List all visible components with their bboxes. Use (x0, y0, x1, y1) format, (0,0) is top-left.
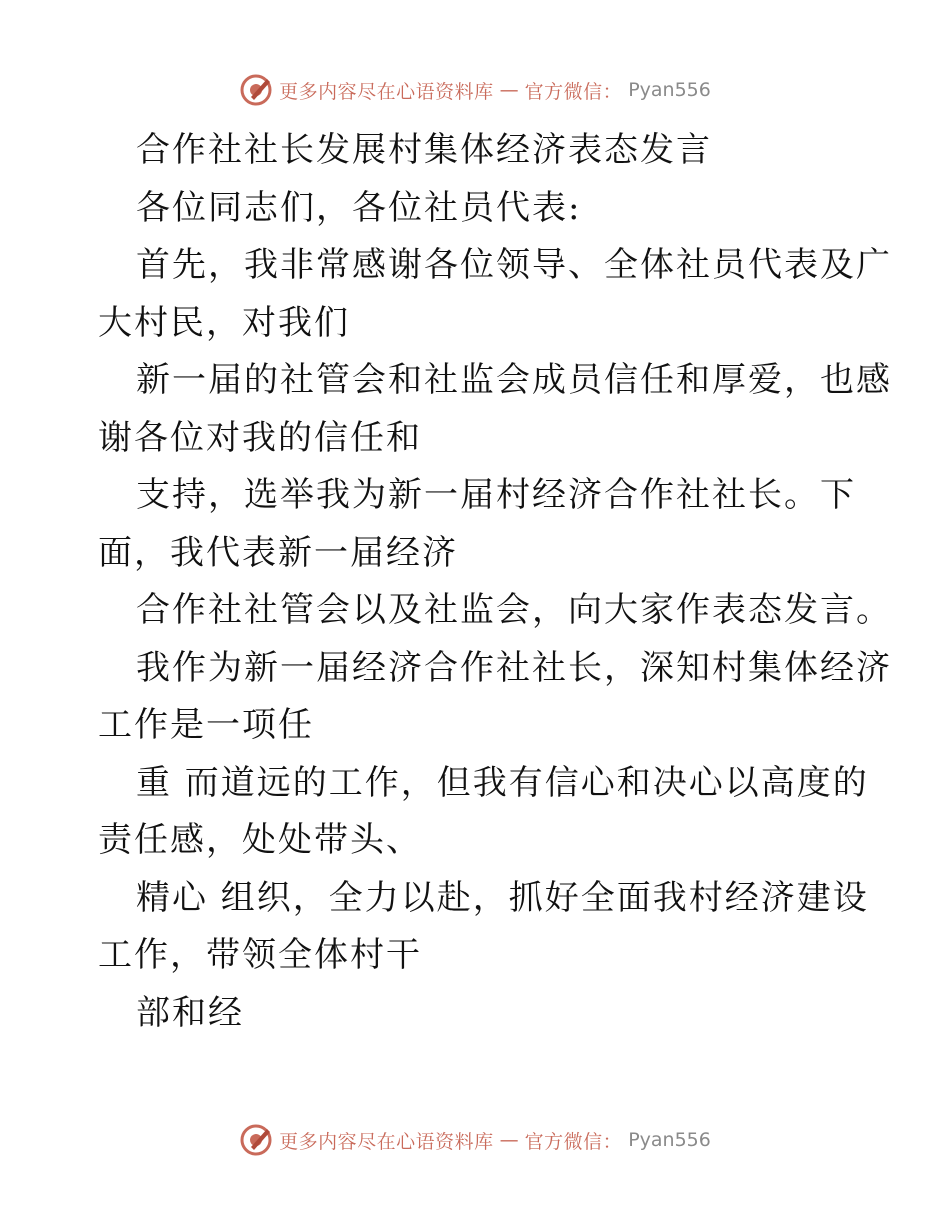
watermark-dash: — (499, 79, 519, 101)
paragraph-line: 新一届的社管会和社监会成员信任和厚爱，也感 (136, 360, 892, 400)
watermark-label: 官方微信： (524, 1130, 623, 1153)
paragraph-line: 谢各位对我的信任和 (98, 417, 422, 458)
paragraph-line: 合作社社管会以及社监会，向大家作表态发言。 (136, 590, 892, 630)
paragraph-line: 责任感，处处带头、 (98, 820, 422, 860)
paragraph-line: 大村民，对我们 (98, 302, 350, 343)
paragraph-line: 部和经 (136, 992, 244, 1033)
paragraph-line: 首先，我非常感谢各位领导、全体社员代表及广 (136, 245, 892, 285)
paragraph-line: 各位同志们，各位社员代表: (136, 187, 582, 228)
paragraph-line: 精心 组织，全力以赴，抓好全面我村经济建设 (136, 877, 869, 918)
paragraph-line: 面，我代表新一届经济 (98, 532, 458, 573)
paragraph-line: 支持，选举我为新一届村经济合作社社长。下 (136, 475, 856, 515)
document-title: 合作社社长发展村集体经济表态发言 (136, 130, 712, 170)
document-body (98, 122, 892, 1042)
watermark-id: Pyan556 (628, 79, 711, 101)
paragraph-line: 工作，带领全体村干 (98, 935, 422, 975)
paragraph-line: 工作是一项任 (98, 705, 314, 745)
watermark-dash: — (499, 1129, 519, 1151)
pen-logo-icon (239, 73, 273, 107)
footer-watermark (0, 1120, 950, 1160)
watermark-main-text: 更多内容尽在心语资料库 (279, 1130, 494, 1153)
paragraph-line: 重 而道远的工作，但我有信心和决心以高度的 (136, 762, 869, 803)
pen-logo-icon (239, 1123, 273, 1157)
header-watermark (0, 70, 950, 110)
watermark-main-text: 更多内容尽在心语资料库 (279, 80, 494, 103)
paragraph-line: 我作为新一届经济合作社社长，深知村集体经济 (136, 647, 892, 688)
watermark-id: Pyan556 (628, 1129, 711, 1151)
watermark-label: 官方微信： (524, 80, 623, 103)
